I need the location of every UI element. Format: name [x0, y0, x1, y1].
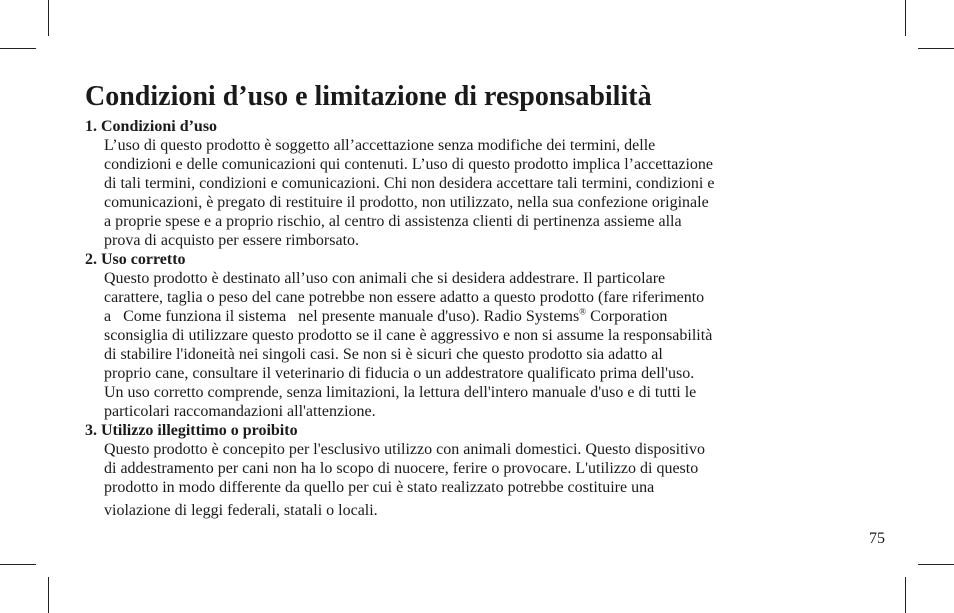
section-body: [85, 269, 875, 421]
text-line: condizioni e delle comunicazioni qui contenuti. L’uso di questo prodotto implica l’accettazione: [104, 156, 714, 173]
text-line: Questo prodotto è destinato all’uso con animali che si desidera addestrare. Il particolare: [104, 270, 666, 287]
section-illegal-use: [85, 421, 875, 520]
crop-mark-top-left-v: [48, 0, 49, 36]
text-line: particolari raccomandazioni all'attenzione.: [104, 403, 376, 420]
text-line: prodotto in modo differente da quello per cui è stato realizzato potrebbe costituire una: [104, 479, 655, 496]
section-body: [85, 136, 875, 250]
section-heading: 1. Condizioni d’uso: [85, 118, 218, 135]
text-fragment: a Come funziona il sistema nel presente manuale d'uso). Radio Systems: [104, 308, 580, 325]
crop-mark-top-right-h: [918, 48, 954, 49]
section-body: [85, 440, 875, 520]
crop-mark-top-right-v: [905, 0, 906, 36]
text-line: [104, 307, 875, 326]
section-heading: 3. Utilizzo illegittimo o proibito: [85, 422, 298, 439]
crop-mark-bottom-left-h: [0, 564, 36, 565]
registered-mark: ®: [579, 306, 587, 317]
section-heading: 2. Uso corretto: [85, 251, 186, 268]
crop-mark-bottom-right-v: [905, 577, 906, 613]
text-line: Un uso corretto comprende, senza limitazioni, la lettura dell'intero manuale d'uso e di tutti le: [104, 384, 697, 401]
crop-mark-bottom-right-h: [918, 564, 954, 565]
text-line: L’uso di questo prodotto è soggetto all’accettazione senza modifiche dei termini, delle: [104, 137, 656, 154]
text-line: prova di acquisto per essere rimborsato.: [104, 232, 360, 249]
text-line: a proprie spese e a proprio rischio, al centro di assistenza clienti di pertinenza assieme alla: [104, 213, 682, 230]
text-line: di stabilire l'idoneità nei singoli casi. Se non si è sicuri che questo prodotto sia adatto al: [104, 346, 663, 363]
text-line: comunicazioni, è pregato di restituire il prodotto, non utilizzato, nella sua confezione originale: [104, 194, 709, 211]
page-number: 75: [869, 530, 885, 547]
section-proper-use: [85, 250, 875, 421]
text-line: proprio cane, consultare il veterinario di fiducia o un addestratore qualificato prima dell'uso.: [104, 365, 695, 382]
text-line: di tali termini, condizioni e comunicazioni. Chi non desidera accettare tali termini, condizioni e: [104, 175, 715, 192]
text-line: sconsiglia di utilizzare questo prodotto se il cane è aggressivo e non si assume la responsabilità: [104, 327, 713, 344]
text-line: carattere, taglia o peso del cane potrebbe non essere adatto a questo prodotto (fare riferimento: [104, 289, 705, 306]
page-title: Condizioni d’uso e limitazione di responsabilità: [85, 81, 652, 112]
text-line: Questo prodotto è concepito per l'esclusivo utilizzo con animali domestici. Questo dispositivo: [104, 441, 705, 458]
text-fragment: Corporation: [586, 308, 668, 325]
document-page: [85, 80, 875, 520]
text-line: di addestramento per cani non ha lo scopo di nuocere, ferire o provocare. L'utilizzo di questo: [104, 460, 699, 477]
crop-mark-top-left-h: [0, 48, 36, 49]
crop-mark-bottom-left-v: [48, 577, 49, 613]
text-line: violazione di leggi federali, statali o locali.: [104, 502, 378, 519]
section-terms-of-use: [85, 117, 875, 250]
